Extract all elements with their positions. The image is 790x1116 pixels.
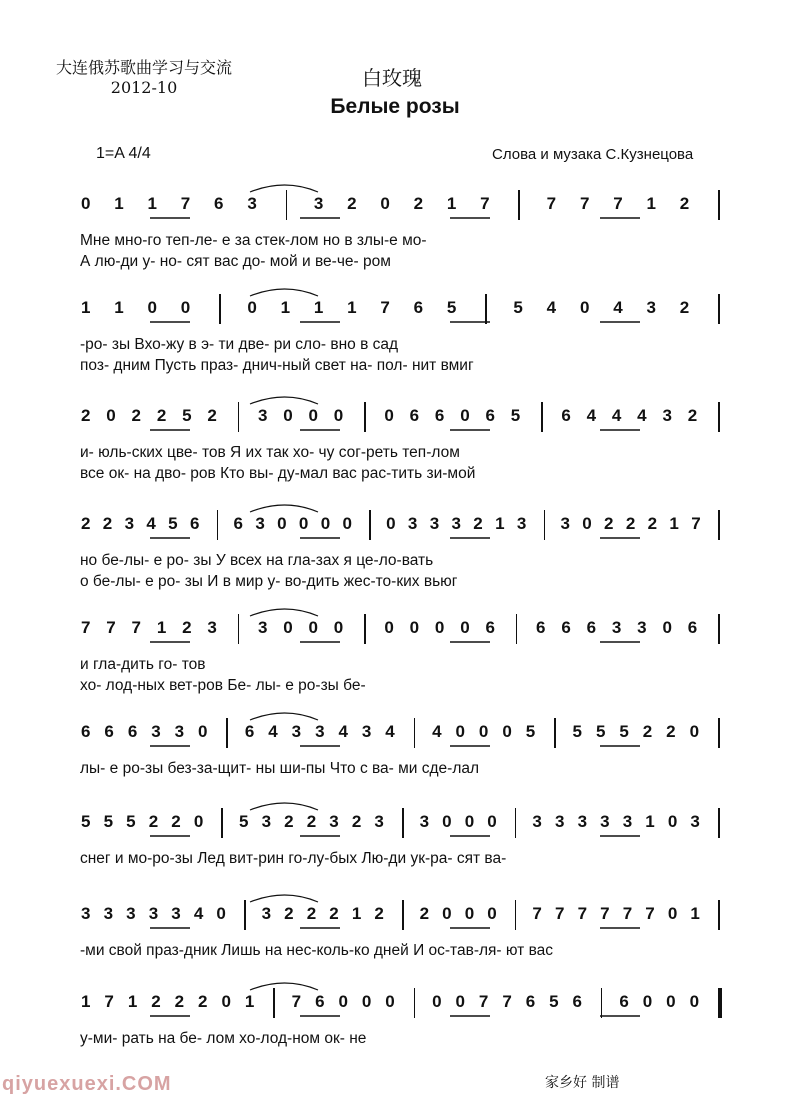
note: 3: [577, 812, 588, 831]
note: 3: [103, 904, 114, 923]
note: 6: [619, 992, 629, 1011]
note: 5: [619, 722, 629, 741]
ties-and-beams: [0, 986, 790, 1026]
note: 4: [613, 298, 623, 317]
note: 7: [691, 514, 701, 533]
note: 3: [451, 514, 461, 533]
note: 3: [600, 812, 610, 831]
note: 0: [333, 618, 344, 637]
note: 0: [247, 298, 257, 317]
note: 7: [555, 904, 565, 923]
tie-arc: [250, 185, 318, 192]
note: 3: [690, 812, 700, 831]
lyric-line-1: у-ми- рать на бе- лом хо-лод-ном ок- не: [80, 1030, 367, 1047]
ties-and-beams: [0, 188, 790, 228]
note: 7: [502, 992, 512, 1011]
note: 0: [361, 992, 372, 1011]
note: 0: [81, 194, 91, 213]
note: 3: [429, 514, 440, 533]
note: 6: [434, 406, 445, 425]
note: 3: [407, 514, 418, 533]
note: 7: [546, 194, 557, 213]
community-name: 大连俄苏歌曲学习与交流: [56, 58, 233, 77]
note: 0: [221, 992, 231, 1011]
note: 0: [442, 812, 452, 831]
note: 7: [622, 904, 633, 923]
note: 0: [689, 992, 700, 1011]
note: 5: [126, 812, 136, 831]
watermark: qiyuexuexi.COM: [2, 1073, 172, 1095]
note: 7: [645, 904, 655, 923]
note: 0: [384, 618, 394, 637]
note: 1: [690, 904, 700, 923]
note: 2: [306, 904, 317, 923]
note: 2: [182, 618, 192, 637]
note: 0: [338, 992, 348, 1011]
note: 3: [560, 514, 570, 533]
lyric-line-1: и- юль-ских цве- тов Я их так хо- чу сог-реть теп-лом: [80, 444, 460, 461]
note: 3: [516, 514, 527, 533]
note: 7: [131, 618, 142, 637]
note: 7: [380, 298, 390, 317]
note: 3: [207, 618, 217, 637]
note: 3: [611, 618, 622, 637]
note: 7: [291, 992, 302, 1011]
note: 2: [151, 992, 161, 1011]
note: 7: [104, 992, 114, 1011]
note: 2: [666, 722, 676, 741]
staff-row: [0, 612, 790, 722]
note: 3: [313, 194, 324, 213]
note: 2: [284, 812, 294, 831]
note: 6: [244, 722, 255, 741]
lyric-line-1: -ро- зы Вхо-жу в э- ти две- ри сло- вно в сад: [80, 336, 399, 353]
note: 0: [384, 406, 394, 425]
note: 3: [637, 618, 647, 637]
note: 5: [510, 406, 521, 425]
note: 2: [148, 812, 159, 831]
note: 1: [446, 194, 457, 213]
note: 7: [577, 904, 588, 923]
key-signature: 1=A 4/4: [96, 145, 151, 162]
note: 0: [455, 992, 465, 1011]
lyric-line-2: хо- лод-ных вет-ров Бе- лы- е ро-зы бе-: [80, 677, 366, 694]
ties-and-beams: [0, 292, 790, 332]
lyric-line-2: поз- дним Пусть праз- днич-ный свет на- пол- нит вмиг: [80, 357, 474, 374]
note: 2: [642, 722, 653, 741]
note: 0: [455, 722, 465, 741]
note: 5: [595, 722, 606, 741]
note: 2: [374, 904, 384, 923]
note: 1: [669, 514, 679, 533]
note: 2: [198, 992, 208, 1011]
note: 3: [171, 904, 181, 923]
note: 1: [147, 194, 157, 213]
ties-and-beams: [0, 806, 790, 846]
note: 4: [586, 406, 597, 425]
note: 3: [622, 812, 633, 831]
note: 3: [126, 904, 136, 923]
note: 4: [432, 722, 442, 741]
note: 2: [647, 514, 658, 533]
note: 5: [239, 812, 249, 831]
note: 5: [446, 298, 457, 317]
note: 3: [124, 514, 135, 533]
note: 0: [464, 904, 475, 923]
note: 0: [502, 722, 512, 741]
lyric-line-1: снег и мо-ро-зы Лед вит-рин го-лу-бых Лю-ди ук-ра- сят ва-: [80, 850, 507, 867]
note: 1: [114, 298, 124, 317]
note: 6: [536, 618, 546, 637]
title-chinese: 白玫瑰: [362, 66, 422, 90]
note: 6: [413, 298, 424, 317]
note: 3: [257, 406, 268, 425]
note: 5: [168, 514, 178, 533]
note: 0: [277, 514, 287, 533]
note: 2: [81, 406, 91, 425]
note: 2: [351, 812, 362, 831]
note: 3: [419, 812, 430, 831]
note: 7: [180, 194, 191, 213]
note: 7: [613, 194, 623, 213]
note: 7: [106, 618, 116, 637]
note: 3: [255, 514, 265, 533]
lyric-line-2: о бе-лы- е ро- зы И в мир у- во-дить жес-то-ких вьюг: [80, 573, 458, 590]
ties-and-beams: [0, 508, 790, 548]
note: 0: [464, 812, 475, 831]
lyric-line-1: но бе-лы- е ро- зы У всех на гла-зах я це-ло-вать: [80, 552, 434, 569]
staff-row: [0, 292, 790, 402]
note: 3: [81, 904, 91, 923]
note: 7: [81, 618, 91, 637]
note: 4: [385, 722, 395, 741]
note: 0: [662, 618, 672, 637]
note: 0: [216, 904, 226, 923]
credits: Слова и музака С.Кузнецова: [492, 146, 694, 163]
note: 1: [351, 904, 362, 923]
note: 2: [679, 194, 690, 213]
note: 6: [127, 722, 138, 741]
community-date: 2012-10: [110, 78, 178, 97]
note: 0: [380, 194, 390, 213]
note: 0: [487, 904, 497, 923]
note: 2: [473, 514, 483, 533]
note: 2: [156, 406, 167, 425]
staff-row: [0, 188, 790, 298]
title-russian: Белые розы: [330, 95, 460, 118]
note: 6: [104, 722, 114, 741]
note: 0: [409, 618, 420, 637]
note: 3: [174, 722, 185, 741]
note: 0: [666, 992, 676, 1011]
note: 0: [320, 514, 331, 533]
note: 0: [434, 618, 445, 637]
note: 0: [283, 406, 293, 425]
lyric-line-1: -ми свой праз-дник Лишь на нес-коль-ко дней И ос-тав-ля- ют вас: [80, 942, 554, 959]
note: 6: [485, 406, 495, 425]
note: 0: [106, 406, 116, 425]
note: 6: [214, 194, 224, 213]
note: 4: [146, 514, 156, 533]
note: 2: [413, 194, 424, 213]
note: 2: [102, 514, 113, 533]
note: 0: [442, 904, 452, 923]
note: 1: [81, 992, 91, 1011]
note: 0: [667, 812, 678, 831]
note: 0: [342, 514, 352, 533]
ties-and-beams: [0, 898, 790, 938]
note: 4: [193, 904, 204, 923]
note: 6: [572, 992, 583, 1011]
note: 0: [193, 812, 204, 831]
note: 3: [257, 618, 268, 637]
note: 3: [247, 194, 257, 213]
note: 2: [284, 904, 294, 923]
note: 0: [460, 618, 470, 637]
note: 3: [261, 904, 272, 923]
ties-and-beams: [0, 400, 790, 440]
note: 0: [432, 992, 442, 1011]
note: 2: [174, 992, 185, 1011]
note: 3: [291, 722, 302, 741]
note: 6: [81, 722, 91, 741]
note: 3: [151, 722, 161, 741]
note: 1: [114, 194, 124, 213]
note: 0: [180, 298, 191, 317]
community-header: [56, 58, 232, 98]
lyric-line-1: лы- е ро-зы без-за-щит- ны ши-пы Что с ва- ми сде-лал: [80, 760, 480, 777]
note: 5: [81, 812, 91, 831]
note: 0: [642, 992, 653, 1011]
note: 1: [156, 618, 167, 637]
note: 7: [579, 194, 590, 213]
note: 2: [687, 406, 698, 425]
note: 3: [315, 722, 325, 741]
note: 7: [480, 194, 490, 213]
note: 3: [261, 812, 272, 831]
note: 0: [333, 406, 344, 425]
note: 6: [409, 406, 420, 425]
note: 0: [579, 298, 590, 317]
note: 2: [604, 514, 614, 533]
note: 7: [532, 904, 542, 923]
staff-row: [0, 400, 790, 510]
note: 7: [478, 992, 489, 1011]
note: 1: [127, 992, 138, 1011]
note: 2: [347, 194, 357, 213]
note: 0: [308, 406, 318, 425]
transcriber-credit: 家乡好 制谱: [545, 1075, 620, 1091]
note: 2: [207, 406, 217, 425]
note: 0: [460, 406, 470, 425]
note: 3: [361, 722, 372, 741]
note: 6: [315, 992, 325, 1011]
note: 4: [268, 722, 278, 741]
note: 6: [189, 514, 200, 533]
note: 3: [532, 812, 542, 831]
note: 3: [555, 812, 565, 831]
note: 1: [495, 514, 505, 533]
note: 2: [171, 812, 181, 831]
note: 1: [313, 298, 324, 317]
note: 3: [329, 812, 339, 831]
note: 5: [513, 298, 523, 317]
note: 5: [549, 992, 559, 1011]
note: 2: [679, 298, 690, 317]
ties-and-beams: [0, 612, 790, 652]
staff-row: [0, 508, 790, 618]
note: 1: [244, 992, 255, 1011]
note: 2: [81, 514, 91, 533]
note: 0: [198, 722, 208, 741]
note: 0: [582, 514, 592, 533]
note: 7: [600, 904, 610, 923]
note: 2: [625, 514, 636, 533]
note: 0: [283, 618, 293, 637]
lyric-line-2: все ок- на дво- ров Кто вы- ду-мал вас рас-тить зи-мой: [80, 465, 476, 482]
note: 3: [662, 406, 672, 425]
note: 0: [147, 298, 157, 317]
note: 4: [637, 406, 647, 425]
note: 1: [81, 298, 91, 317]
note: 4: [611, 406, 622, 425]
note: 6: [525, 992, 536, 1011]
note: 3: [374, 812, 384, 831]
note: 0: [308, 618, 318, 637]
note: 6: [586, 618, 597, 637]
note: 6: [561, 618, 571, 637]
ties-and-beams: [0, 716, 790, 756]
note: 4: [546, 298, 557, 317]
note: 2: [419, 904, 430, 923]
note: 2: [306, 812, 317, 831]
note: 3: [646, 298, 656, 317]
lyric-line-1: и гла-дить го- тов: [80, 656, 206, 673]
note: 1: [280, 298, 291, 317]
note: 5: [182, 406, 192, 425]
note: 5: [525, 722, 536, 741]
note: 6: [687, 618, 698, 637]
note: 6: [561, 406, 571, 425]
note: 5: [103, 812, 114, 831]
note: 5: [572, 722, 583, 741]
note: 0: [689, 722, 700, 741]
note: 0: [487, 812, 497, 831]
note: 0: [478, 722, 489, 741]
note: 0: [386, 514, 396, 533]
note: 4: [338, 722, 348, 741]
lyric-line-1: Мне мно-го теп-ле- е за стек-лом но в злы-е мо-: [80, 232, 427, 249]
note: 1: [645, 812, 655, 831]
note: 0: [667, 904, 678, 923]
note: 3: [148, 904, 159, 923]
note: 2: [131, 406, 142, 425]
note: 6: [233, 514, 244, 533]
note: 1: [347, 298, 357, 317]
note: 0: [298, 514, 309, 533]
lyric-line-2: А лю-ди у- но- сят вас до- мой и ве-че- ром: [80, 253, 391, 270]
note: 0: [385, 992, 395, 1011]
note: 1: [646, 194, 656, 213]
note: 2: [329, 904, 339, 923]
note: 6: [485, 618, 495, 637]
